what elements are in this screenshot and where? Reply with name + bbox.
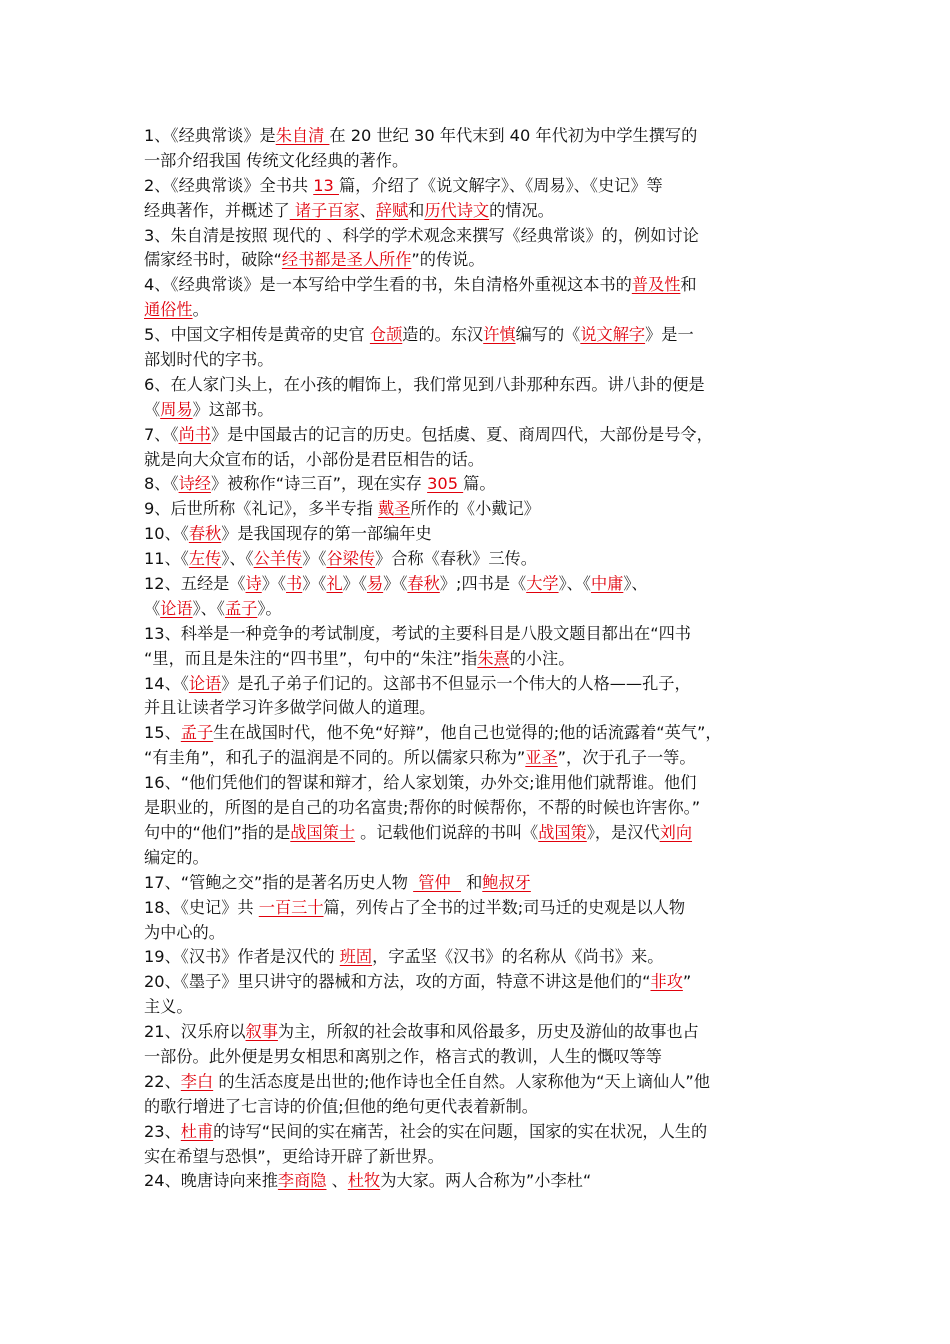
answer-text: 历代诗文 [424,200,490,220]
text-line [144,970,824,995]
text-line [144,647,824,672]
body-text: 、 [326,1171,348,1191]
answer-text: 战国策士 [290,822,356,842]
text-line [144,199,824,224]
body-text: ” [682,972,692,992]
body-text: 》;四书是《 [439,574,527,594]
text-line [144,174,824,199]
body-text: 的诗写“民间的实在痛苦，社会的实在问题，国家的实在状况，人生的 [213,1121,708,1141]
answer-text: 尚书 [178,424,211,444]
answer-text: 朱自清 [275,126,330,145]
answer-text: 诗经 [178,474,211,494]
body-text: 》《 [383,574,408,594]
answer-text: 李商隐 [277,1171,327,1191]
body-text: 《 [144,399,161,419]
body-text: 为大家。两人合称为”小李杜“ [380,1171,592,1191]
text-line [144,224,824,249]
answer-text: 亚圣 [525,748,558,768]
answer-text: 礼 [326,574,343,594]
text-line [144,696,824,721]
answer-text: 仓颉 [369,325,403,345]
text-line [144,373,824,398]
body-text: ”，次于孔子一等。 [557,748,696,768]
body-text: 的小注。 [509,648,575,668]
body-text: 篇，列传占了全书的过半数;司马迁的史观是以人物 [323,897,686,917]
body-text: 、 [359,200,376,220]
text-line [144,721,824,746]
body-text: 的情况。 [489,200,554,220]
body-text: 6、在人家门头上，在小孩的帽饰上，我们常见到八卦那种东西。讲八卦的便是 [144,374,705,394]
document-page [144,124,824,1194]
text-line [144,248,824,273]
text-line [144,472,824,497]
body-text: ”的传说。 [411,250,485,270]
body-text: 16、“他们凭他们的智谋和辩才，给人家划策，办外交;谁用他们就帮谁。他们 [144,773,697,793]
body-text: 11、《 [144,549,189,569]
text-line [144,846,824,871]
answer-text: 书 [286,574,303,594]
body-text: 》，是汉代 [586,822,660,842]
body-text: 的歌行增进了七言诗的价值;但他的绝句更代表着新制。 [144,1096,538,1116]
body-text: 实在希望与恐惧”，更给诗开辟了新世界。 [144,1146,444,1166]
answer-text: 中庸 [590,574,624,594]
body-text: 17、“管鲍之交”指的是著名历史人物 [144,872,414,892]
body-text: 4、《经典常谈》是一本写给中学生看的书，朱自清格外重视这本书的 [144,275,632,295]
body-text: 和 [408,200,425,220]
text-line [144,1020,824,1045]
body-text: 一部介绍我国 传统文化经典的著作。 [144,150,409,170]
body-text: 就是向大众宣布的话，小部份是君臣相告的话。 [144,449,484,469]
body-text: 23、 [144,1121,181,1141]
body-text: 12、五经是《 [144,574,246,594]
answer-text: 辞赋 [375,200,409,220]
body-text: 。记载他们说辞的书叫《 [355,822,539,842]
text-line [144,273,824,298]
body-text: 1、《经典常谈》是 [144,126,276,145]
answer-text: 杜甫 [180,1121,214,1141]
text-line [144,124,824,149]
body-text: 》被称作“诗三百”，现在实存 [210,474,428,494]
text-line [144,149,824,174]
text-line [144,572,824,597]
answer-text: 一百三十 [258,897,324,917]
body-text: 20、《墨子》里只讲守的器械和方法，攻的方面，特意不讲这是他们的“ [144,972,651,992]
body-text: 造的。东汉 [402,325,484,345]
text-line [144,995,824,1020]
body-text: 14、《 [144,673,189,693]
body-text: “里，而且是朱注的“四书里”，句中的“朱注”指 [144,648,478,668]
text-line [144,871,824,896]
body-text: 经典著作，并概述了 [144,200,290,220]
body-text: 》、 [623,574,648,594]
answer-text: 孟子 [224,598,258,618]
text-line [144,547,824,572]
text-line [144,448,824,473]
answer-text: 公羊传 [253,549,303,569]
answer-text: 13 [313,175,339,195]
body-text: 一部份。此外便是男女相思和离别之作，格言式的教训，人生的慨叹等等 [144,1046,662,1066]
body-text: 24、晚唐诗向来推 [144,1171,278,1191]
answer-text: 李白 [180,1071,214,1091]
answer-text: 论语 [160,598,193,618]
answer-text: 叙事 [245,1022,278,1042]
answer-text: 朱熹 [477,648,510,668]
text-line [144,672,824,697]
answer-text: 论语 [188,673,222,693]
text-line [144,323,824,348]
answer-text: 杜牧 [347,1171,381,1191]
body-text: 篇，介绍了《说文解字》、《周易》、《史记》等 [338,175,663,195]
body-text: 》《 [261,574,287,594]
body-text: 部划时代的字书。 [144,350,274,370]
text-line [144,1169,824,1194]
body-text: 为中心的。 [144,922,225,942]
body-text: 》这部书。 [192,399,274,419]
answer-text: 班固 [339,947,373,967]
body-text: 》、《 [558,574,591,594]
answer-text: 大学 [526,574,559,594]
answer-text: 许慎 [483,325,516,345]
text-line [144,597,824,622]
body-text: 》、《 [221,549,254,569]
body-text: 2、《经典常谈》全书共 [144,175,314,195]
body-text: 所作的《小戴记》 [410,499,540,519]
body-text: 3、朱自清是按照 现代的 、科学的学术观念来撰写《经典常谈》的，例如讨论 [144,225,699,245]
answer-text: 诗 [245,574,262,594]
text-line [144,896,824,921]
body-text: 》是孔子弟子们记的。这部书不但显示一个伟大的人格——孔子， [221,673,691,693]
body-text: 13、科举是一种竞争的考试制度，考试的主要科目是八股文题目都出在“四书 [144,623,691,643]
answer-text: 左传 [188,549,222,569]
text-line [144,796,824,821]
body-text: 儒家经书时，破除“ [144,250,282,270]
answer-text: 周易 [160,399,193,419]
body-text: 18、《史记》共 [144,897,259,917]
body-text: 》、《 [192,598,225,618]
body-text: 21、汉乐府以 [144,1022,246,1042]
answer-text: 春秋 [407,574,440,594]
text-line [144,622,824,647]
body-text: 8、《 [144,474,179,494]
answer-text: 战国策 [538,822,587,842]
body-text: 和 [680,275,697,295]
text-line [144,771,824,796]
body-text: 的生活态度是出世的;他作诗也全任自然。人家称他为“天上谪仙人”他 [213,1071,710,1091]
body-text: 》《 [342,574,367,594]
answer-text: 孟子 [180,723,214,743]
text-line [144,1145,824,1170]
text-line [144,348,824,373]
answer-text: 经书都是圣人所作 [281,250,412,270]
body-text: 篇。 [463,474,496,494]
answer-text: 诸子百家 [289,200,360,220]
body-text: 》是我国现存的第一部编年史 [221,524,432,544]
text-line [144,423,824,448]
body-text: 》《 [302,574,327,594]
body-text: 为主，所叙的社会故事和风俗最多，历史及游仙的故事也占 [277,1022,699,1042]
body-text: 10、《 [144,524,189,544]
body-text: 》是一 [645,325,694,345]
text-line [144,497,824,522]
body-text: 9、后世所称《礼记》，多半专指 [144,499,378,519]
body-text: 编写的《 [515,325,581,345]
answer-text: 管仲 [413,872,461,892]
text-line [144,746,824,771]
body-text: “有圭角”，和孔子的温润是不同的。所以儒家只称为” [144,748,526,768]
text-line [144,1045,824,1070]
body-text: 22、 [144,1071,181,1091]
text-line [144,298,824,323]
body-text: 在 20 世纪 30 年代末到 40 年代初为中学生撰写的 [329,126,698,145]
body-text: ，字孟坚《汉书》的名称从《尚书》来。 [372,947,664,967]
text-line [144,821,824,846]
answer-text: 普及性 [631,275,681,295]
answer-text: 刘向 [659,822,693,842]
text-line [144,1070,824,1095]
body-text: 句中的“他们”指的是 [144,822,291,842]
body-text: 编定的。 [144,847,209,867]
body-text: 》《 [302,549,327,569]
text-line [144,945,824,970]
text-line [144,1120,824,1145]
body-text: 15、 [144,723,181,743]
answer-text: 说文解字 [580,325,646,345]
text-line [144,398,824,423]
body-text: 19、《汉书》作者是汉代的 [144,947,340,967]
answer-text: 戴圣 [377,499,411,519]
body-text: 。 [192,300,209,320]
body-text: 5、中国文字相传是黄帝的史官 [144,325,370,345]
text-line [144,921,824,946]
answer-text: 春秋 [188,524,222,544]
body-text: 》合称《春秋》三传。 [375,549,537,569]
body-text: 并且让读者学习许多做学问做人的道理。 [144,698,436,718]
body-text: 主义。 [144,997,193,1017]
answer-text: 305 [427,474,464,494]
body-text: 生在战国时代，他不免“好辩”，他自己也觉得的;他的话流露着“英气”， [213,723,722,743]
body-text: 《 [144,598,161,618]
answer-text: 易 [366,574,384,594]
answer-text: 鲍叔牙 [482,872,531,892]
body-text: 》。 [257,598,282,618]
answer-text: 非攻 [650,972,683,992]
body-text: 是职业的，所图的是自己的功名富贵;帮你的时候帮你，不帮的时候也许害你。” [144,798,701,818]
text-line [144,522,824,547]
text-line [144,1095,824,1120]
answer-text: 通俗性 [144,300,193,320]
body-text: 和 [460,872,483,892]
body-text: 》是中国最古的记言的历史。包括虞、夏、商周四代，大部份是号令， [210,424,713,444]
body-text: 7、《 [144,424,179,444]
answer-text: 谷梁传 [326,549,376,569]
